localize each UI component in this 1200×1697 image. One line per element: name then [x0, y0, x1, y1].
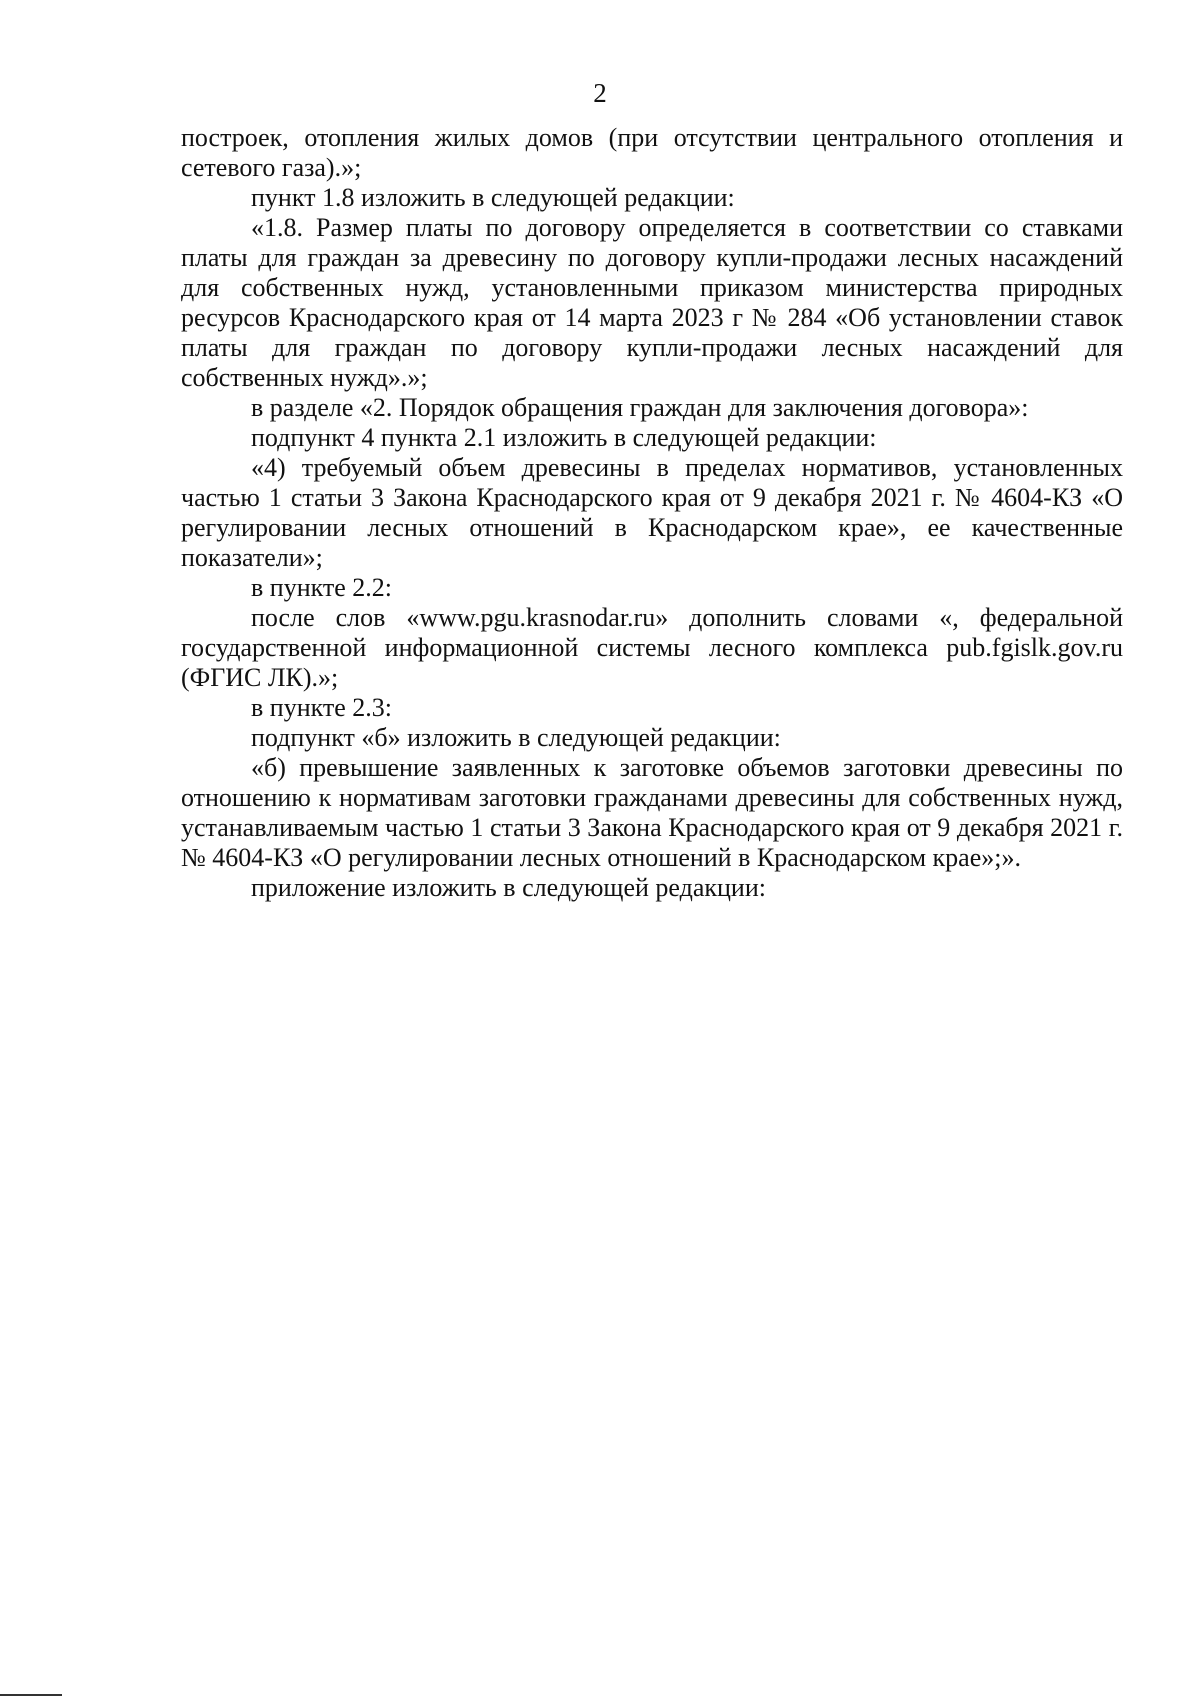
paragraph-4: в разделе «2. Порядок обращения граждан для заключения договора»: [251, 393, 1029, 422]
page-number: 2 [593, 78, 607, 108]
paragraph-7: в пункте 2.2: [251, 573, 393, 602]
paragraph-2: пункт 1.8 изложить в следующей редакции: [251, 183, 735, 212]
paragraph-5: подпункт 4 пункта 2.1 изложить в следующей редакции: [251, 423, 877, 452]
document-body [181, 123, 1123, 903]
paragraph-11: «б) превышение заявленных к заготовке объемов заготовки древесины по отношению к нормативам заготовки гражданами древесины для собственных нужд, устанавливаемым частью 1 статьи 3 Закона Краснодарского края от 9 декабря 2021 г. № 4604-КЗ «О регулировании лесных отношений в Краснодарском крае»;». [181, 753, 1123, 872]
paragraph-3: «1.8. Размер платы по договору определяется в соответствии со ставками платы для граждан за древесину по договору купли-продажи лесных насаждений для собственных нужд, установленными приказом министерства природных ресурсов Краснодарского края от 14 марта 2023 г № 284 «Об установлении ставок платы для граждан по договору купли-продажи лесных насаждений для собственных нужд».»; [181, 213, 1123, 392]
paragraph-9: в пункте 2.3: [251, 693, 393, 722]
paragraph-6: «4) требуемый объем древесины в пределах нормативов, установленных частью 1 статьи 3 Закона Краснодарского края от 9 декабря 2021 г. № 4604-КЗ «О регулировании лесных отношений в Краснодарском крае», ее качественные показатели»; [181, 453, 1123, 572]
scan-edge-mark [0, 1694, 62, 1696]
paragraph-12: приложение изложить в следующей редакции: [251, 873, 766, 902]
paragraph-8: после слов «www.pgu.krasnodar.ru» дополнить словами «, федеральной государственной информационной системы лесного комплекса pub.fgislk.gov.ru (ФГИС ЛК).»; [181, 603, 1123, 692]
paragraph-1: построек, отопления жилых домов (при отсутствии центрального отопления и сетевого газа).»; [181, 123, 1123, 182]
paragraph-10: подпункт «б» изложить в следующей редакции: [251, 723, 781, 752]
